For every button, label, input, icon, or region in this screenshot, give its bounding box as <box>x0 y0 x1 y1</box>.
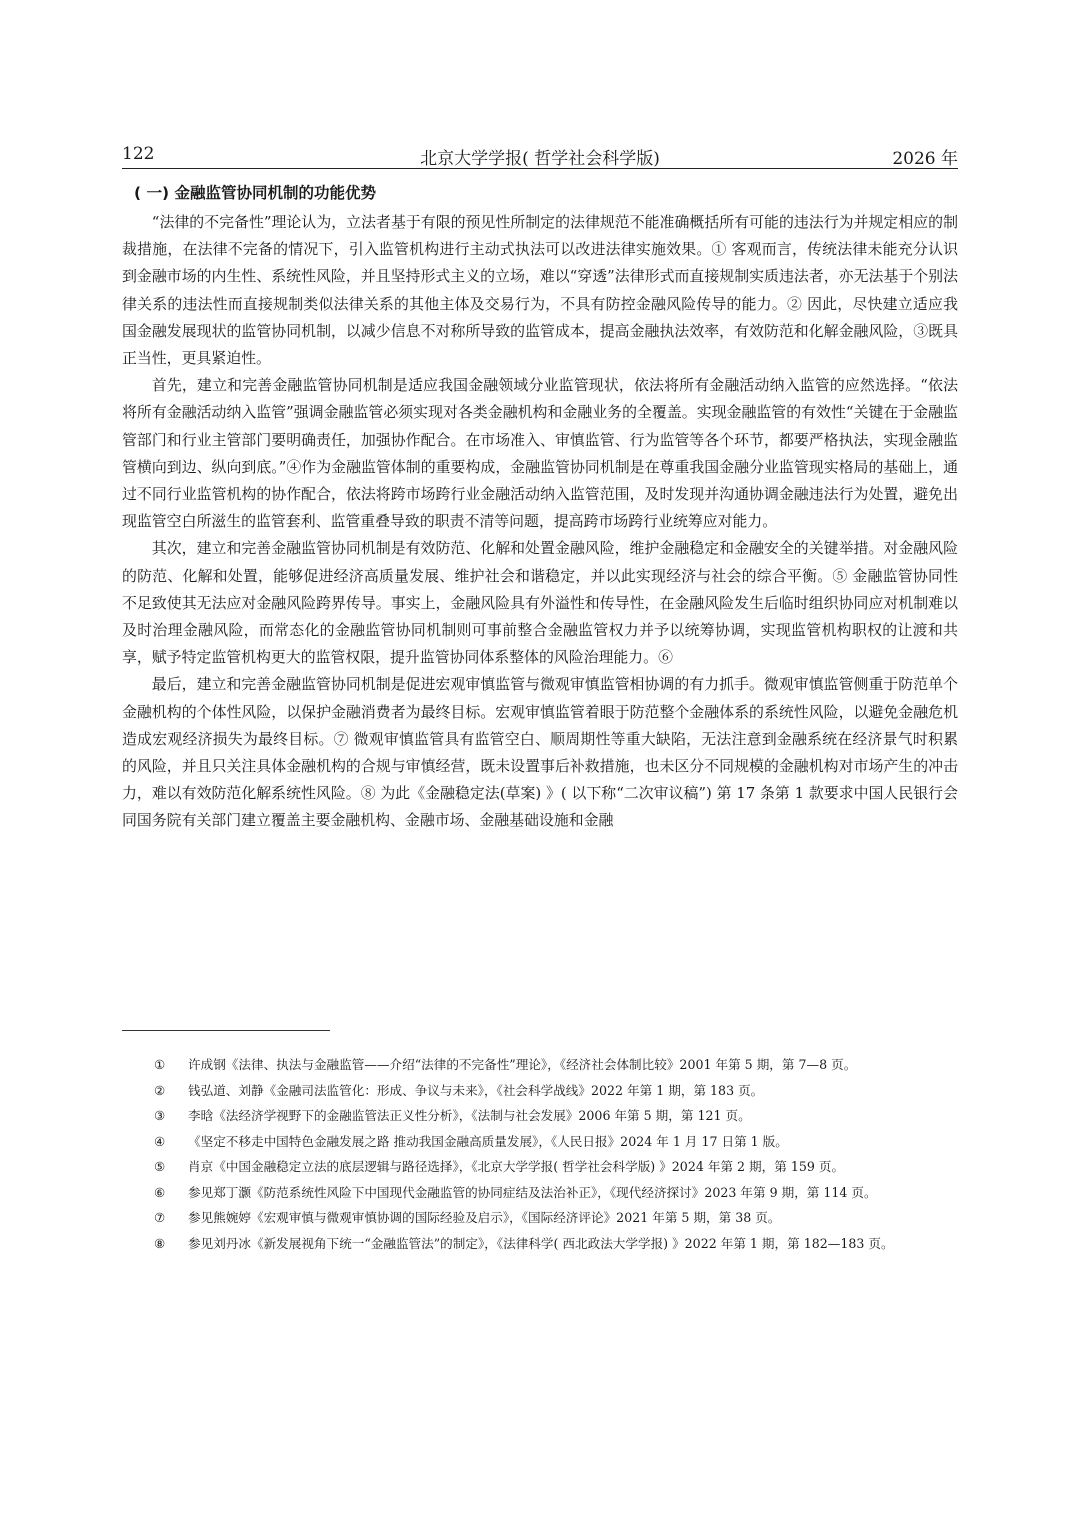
footnote-number: ① <box>154 1057 166 1072</box>
section-heading: ( 一) 金融监管协同机制的功能优势 <box>134 184 376 202</box>
footnote-text: 参见刘丹冰《新发展视角下统一“金融监管法”的制定》，《法律科学( 西北政法大学学报) 》2022 年第 1 期，第 182—183 页。 <box>188 1235 894 1251</box>
footnote <box>122 1207 958 1229</box>
footnote-text: 李晗《法经济学视野下的金融监管法正义性分析》，《法制与社会发展》2006 年第 5 期，第 121 页。 <box>188 1108 751 1123</box>
footnotes <box>122 1054 958 1258</box>
footnote <box>122 1105 958 1127</box>
footnote-number: ③ <box>154 1108 166 1123</box>
footnote <box>122 1156 958 1178</box>
footnote-number: ⑤ <box>154 1159 166 1174</box>
footnote-text: 钱弘道、刘静《金融司法监管化：形成、争议与未来》，《社会科学战线》2022 年第 1 期，第 183 页。 <box>188 1082 764 1098</box>
footnote <box>122 1131 958 1153</box>
footnote-number: ⑥ <box>154 1184 166 1200</box>
footnote <box>122 1080 958 1102</box>
footnote-text: 《坚定不移走中国特色金融发展之路 推动我国金融高质量发展》，《人民日报》2024 年 1 月 17 日第 1 版。 <box>188 1133 788 1149</box>
footnote-number: ⑧ <box>154 1235 166 1251</box>
footnote-text: 肖京《中国金融稳定立法的底层逻辑与路径选择》，《北京大学学报( 哲学社会科学版) 》2024 年第 2 期，第 159 页。 <box>188 1159 845 1174</box>
journal-title: 北京大学学报( 哲学社会科学版) <box>420 149 660 169</box>
footnote-text: 参见熊婉婷《宏观审慎与微观审慎协调的国际经验及启示》，《国际经济评论》2021 年第 5 期，第 38 页。 <box>188 1210 781 1225</box>
footnote-number: ④ <box>154 1133 166 1149</box>
page-number: 122 <box>122 144 155 164</box>
footnote-text: 许成钢《法律、执法与金融监管——介绍“法律的不完备性”理论》，《经济社会体制比较》2001 年第 5 期，第 7—8 页。 <box>188 1057 857 1072</box>
paragraph: 其次，建立和完善金融监管协同机制是有效防范、化解和处置金融风险，维护金融稳定和金融安全的关键举措。对金融风险的防范、化解和处置，能够促进经济高质量发展、维护社会和谐稳定，并以此实现经济与社会的综合平衡。⑤ 金融监管协同性不足致使其无法应对金融风险跨界传导。事实上，金融风险具有外溢性和传导性，在金融风险发生后临时组织协同应对机制难以及时治理金融风险，而常态化的金融监管协同机制则可事前整合金融监管权力并予以统筹协调，实现监管机构职权的让渡和共享，赋予特定监管机构更大的监管权限，提升监管协同体系整体的风险治理能力。⑥ <box>122 539 958 667</box>
footnote-number: ② <box>154 1082 166 1098</box>
paragraph: 首先，建立和完善金融监管协同机制是适应我国金融领域分业监管现状，依法将所有金融活动纳入监管的应然选择。“依法将所有金融活动纳入监管”强调金融监管必须实现对各类金融机构和金融业务的全覆盖。实现金融监管的有效性“关键在于金融监管部门和行业主管部门要明确责任，加强协作配合。在市场准入、审慎监管、行为监管等各个环节，都要严格执法，实现金融监管横向到边、纵向到底。”④作为金融监管体制的重要构成，金融监管协同机制是在尊重我国金融分业监管现实格局的基础上，通过不同行业监管机构的协作配合，依法将跨市场跨行业金融活动纳入监管范围，及时发现并沟通协调金融违法行为处置，避免出现监管空白所滋生的监管套利、监管重叠导致的职责不清等问题，提高跨市场跨行业统筹应对能力。 <box>122 376 958 531</box>
footnote-divider <box>122 1030 330 1031</box>
running-header <box>122 138 958 169</box>
body-text <box>122 209 958 835</box>
footnote <box>122 1182 958 1204</box>
footnote <box>122 1233 958 1255</box>
footnote-text: 参见郑丁灏《防范系统性风险下中国现代金融监管的协同症结及法治补正》，《现代经济探讨》2023 年第 9 期，第 114 页。 <box>188 1184 877 1200</box>
footnote-number: ⑦ <box>154 1210 166 1225</box>
publication-year: 2026 年 <box>892 149 958 169</box>
paragraph: 最后，建立和完善金融监管协同机制是促进宏观审慎监管与微观审慎监管相协调的有力抓手。微观审慎监管侧重于防范单个金融机构的个体性风险，以保护金融消费者为最终目标。宏观审慎监管着眼于防范整个金融体系的系统性风险，以避免金融危机造成宏观经济损失为最终目标。⑦ 微观审慎监管具有监管空白、顺周期性等重大缺陷，无法注意到金融系统在经济景气时积累的风险，并且只关注具体金融机构的合规与审慎经营，既未设置事后补救措施，也未区分不同规模的金融机构对市场产生的冲击力，难以有效防范化解系统性风险。⑧ 为此《金融稳定法(草案) 》( 以下称“二次审议稿”) 第 17 条第 1 款要求中国人民银行会同国务院有关部门建立覆盖主要金融机构、金融市场、金融基础设施和金融 <box>122 675 958 830</box>
paragraph: “法律的不完备性”理论认为，立法者基于有限的预见性所制定的法律规范不能准确概括所有可能的违法行为并规定相应的制裁措施，在法律不完备的情况下，引入监管机构进行主动式执法可以改进法律实施效果。① 客观而言，传统法律未能充分认识到金融市场的内生性、系统性风险，并且坚持形式主义的立场，难以“穿透”法律形式而直接规制实质违法者，亦无法基于个别法律关系的违法性而直接规制类似法律关系的其他主体及交易行为，不具有防控金融风险传导的能力。② 因此，尽快建立适应我国金融发展现状的监管协同机制，以减少信息不对称所导致的监管成本，提高金融执法效率，有效防范和化解金融风险，③既具正当性，更具紧迫性。 <box>122 213 958 368</box>
footnote <box>122 1054 958 1076</box>
